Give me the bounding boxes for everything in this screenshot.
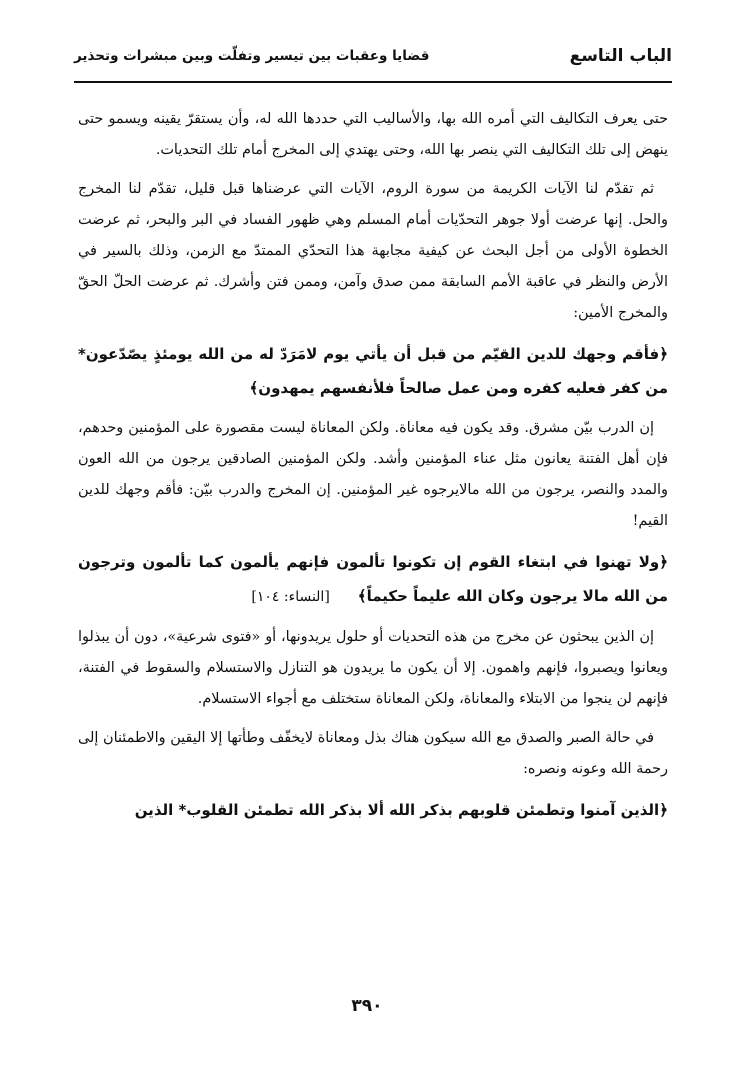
- chapter-label: الباب التاسع: [569, 46, 672, 66]
- quran-quote-3: ﴿الذين آمنوا وتطمئن قلوبهم بذكر الله ألا بذكر الله تطمئن القلوب* الذين: [134, 801, 668, 819]
- quran-quote-2: [78, 545, 668, 614]
- quran-quote-2-text: ﴿ولا تهنوا في ابتغاء القوم إن تكونوا تألمون فإنهم يألمون كما تألمون وترجون من الله مالا يرجون وكان الله عليماً حكيماً﴾: [78, 553, 668, 605]
- quote-reference: [النساء: ١٠٤]: [251, 589, 330, 605]
- header-divider: [74, 81, 672, 83]
- page-number: ٣٩٠: [351, 996, 383, 1016]
- paragraph-4: إن الذين يبحثون عن مخرج من هذه التحديات أو حلول يريدونها، أو «فتوى شرعية»، دون أن يبذلوا ويعانوا ويصبروا، فإنهم واهمون. إلا أن يكون ما يريدون هو التنازل والاستسلام والسقوط في الفتنة، فإنهم لن ينجوا من الابتلاء والمعاناة، ولكن المعاناة ستختلف مع أجواء الاستسلام.: [78, 629, 668, 707]
- page-body: [78, 104, 668, 835]
- quran-quote-1: ﴿فأقم وجهك للدين القيّم من قبل أن يأتي يوم لامَرَدّ له من الله يومئذٍ يصّدّعون* من كفر فعليه كفره ومن عمل صالحاً فلأنفسهم يمهدون﴾: [78, 345, 668, 397]
- paragraph-5: في حالة الصبر والصدق مع الله سيكون هناك بذل ومعاناة لايخفّف وطأتها إلا اليقين والاطمئنان إلى رحمة الله وعونه ونصره:: [78, 730, 668, 777]
- paragraph-3: إن الدرب بيّن مشرق. وقد يكون فيه معاناة. ولكن المعاناة ليست مقصورة على المؤمنين وحدهم، فإن أهل الفتنة يعانون مثل عناء المؤمنين وأشد. ولكن المؤمنين الصادقين يرجون من الله العون والمدد والنصر، يرجون من الله مالايرجوه غير المؤمنين. إن المخرج والدرب بيّن: فأقم وجهك للدين القيم!: [78, 420, 668, 529]
- paragraph-1: حتى يعرف التكاليف التي أمره الله بها، والأساليب التي حددها الله له، وأن يستقرّ يقينه ويسمو حتى ينهض إلى تلك التكاليف التي ينصر بها الله، وحتى يهتدي إلى المخرج أمام تلك التحديات.: [78, 111, 668, 158]
- chapter-title: قضايا وعقبات بين تيسير وتفلّت وبين مبشرات وتحذير: [74, 48, 430, 64]
- running-header: [74, 38, 672, 78]
- paragraph-2: ثم تقدّم لنا الآيات الكريمة من سورة الروم، الآيات التي عرضناها قبل قليل، تقدّم لنا المخرج والحل. إنها عرضت أولا جوهر التحدّيات أمام المسلم وهي ظهور الفساد في البر والبحر، ثم عرضت الخطوة الأولى من أجل البحث عن كيفية مجابهة هذا التحدّي الممتدّ مع الزمن، وذلك بالسير في الأرض والنظر في عاقبة الأمم السابقة ممن صدق وآمن، وممن فتن وأشرك. ثم عرضت الحلّ الحقّ والمخرج الأمين:: [78, 181, 668, 321]
